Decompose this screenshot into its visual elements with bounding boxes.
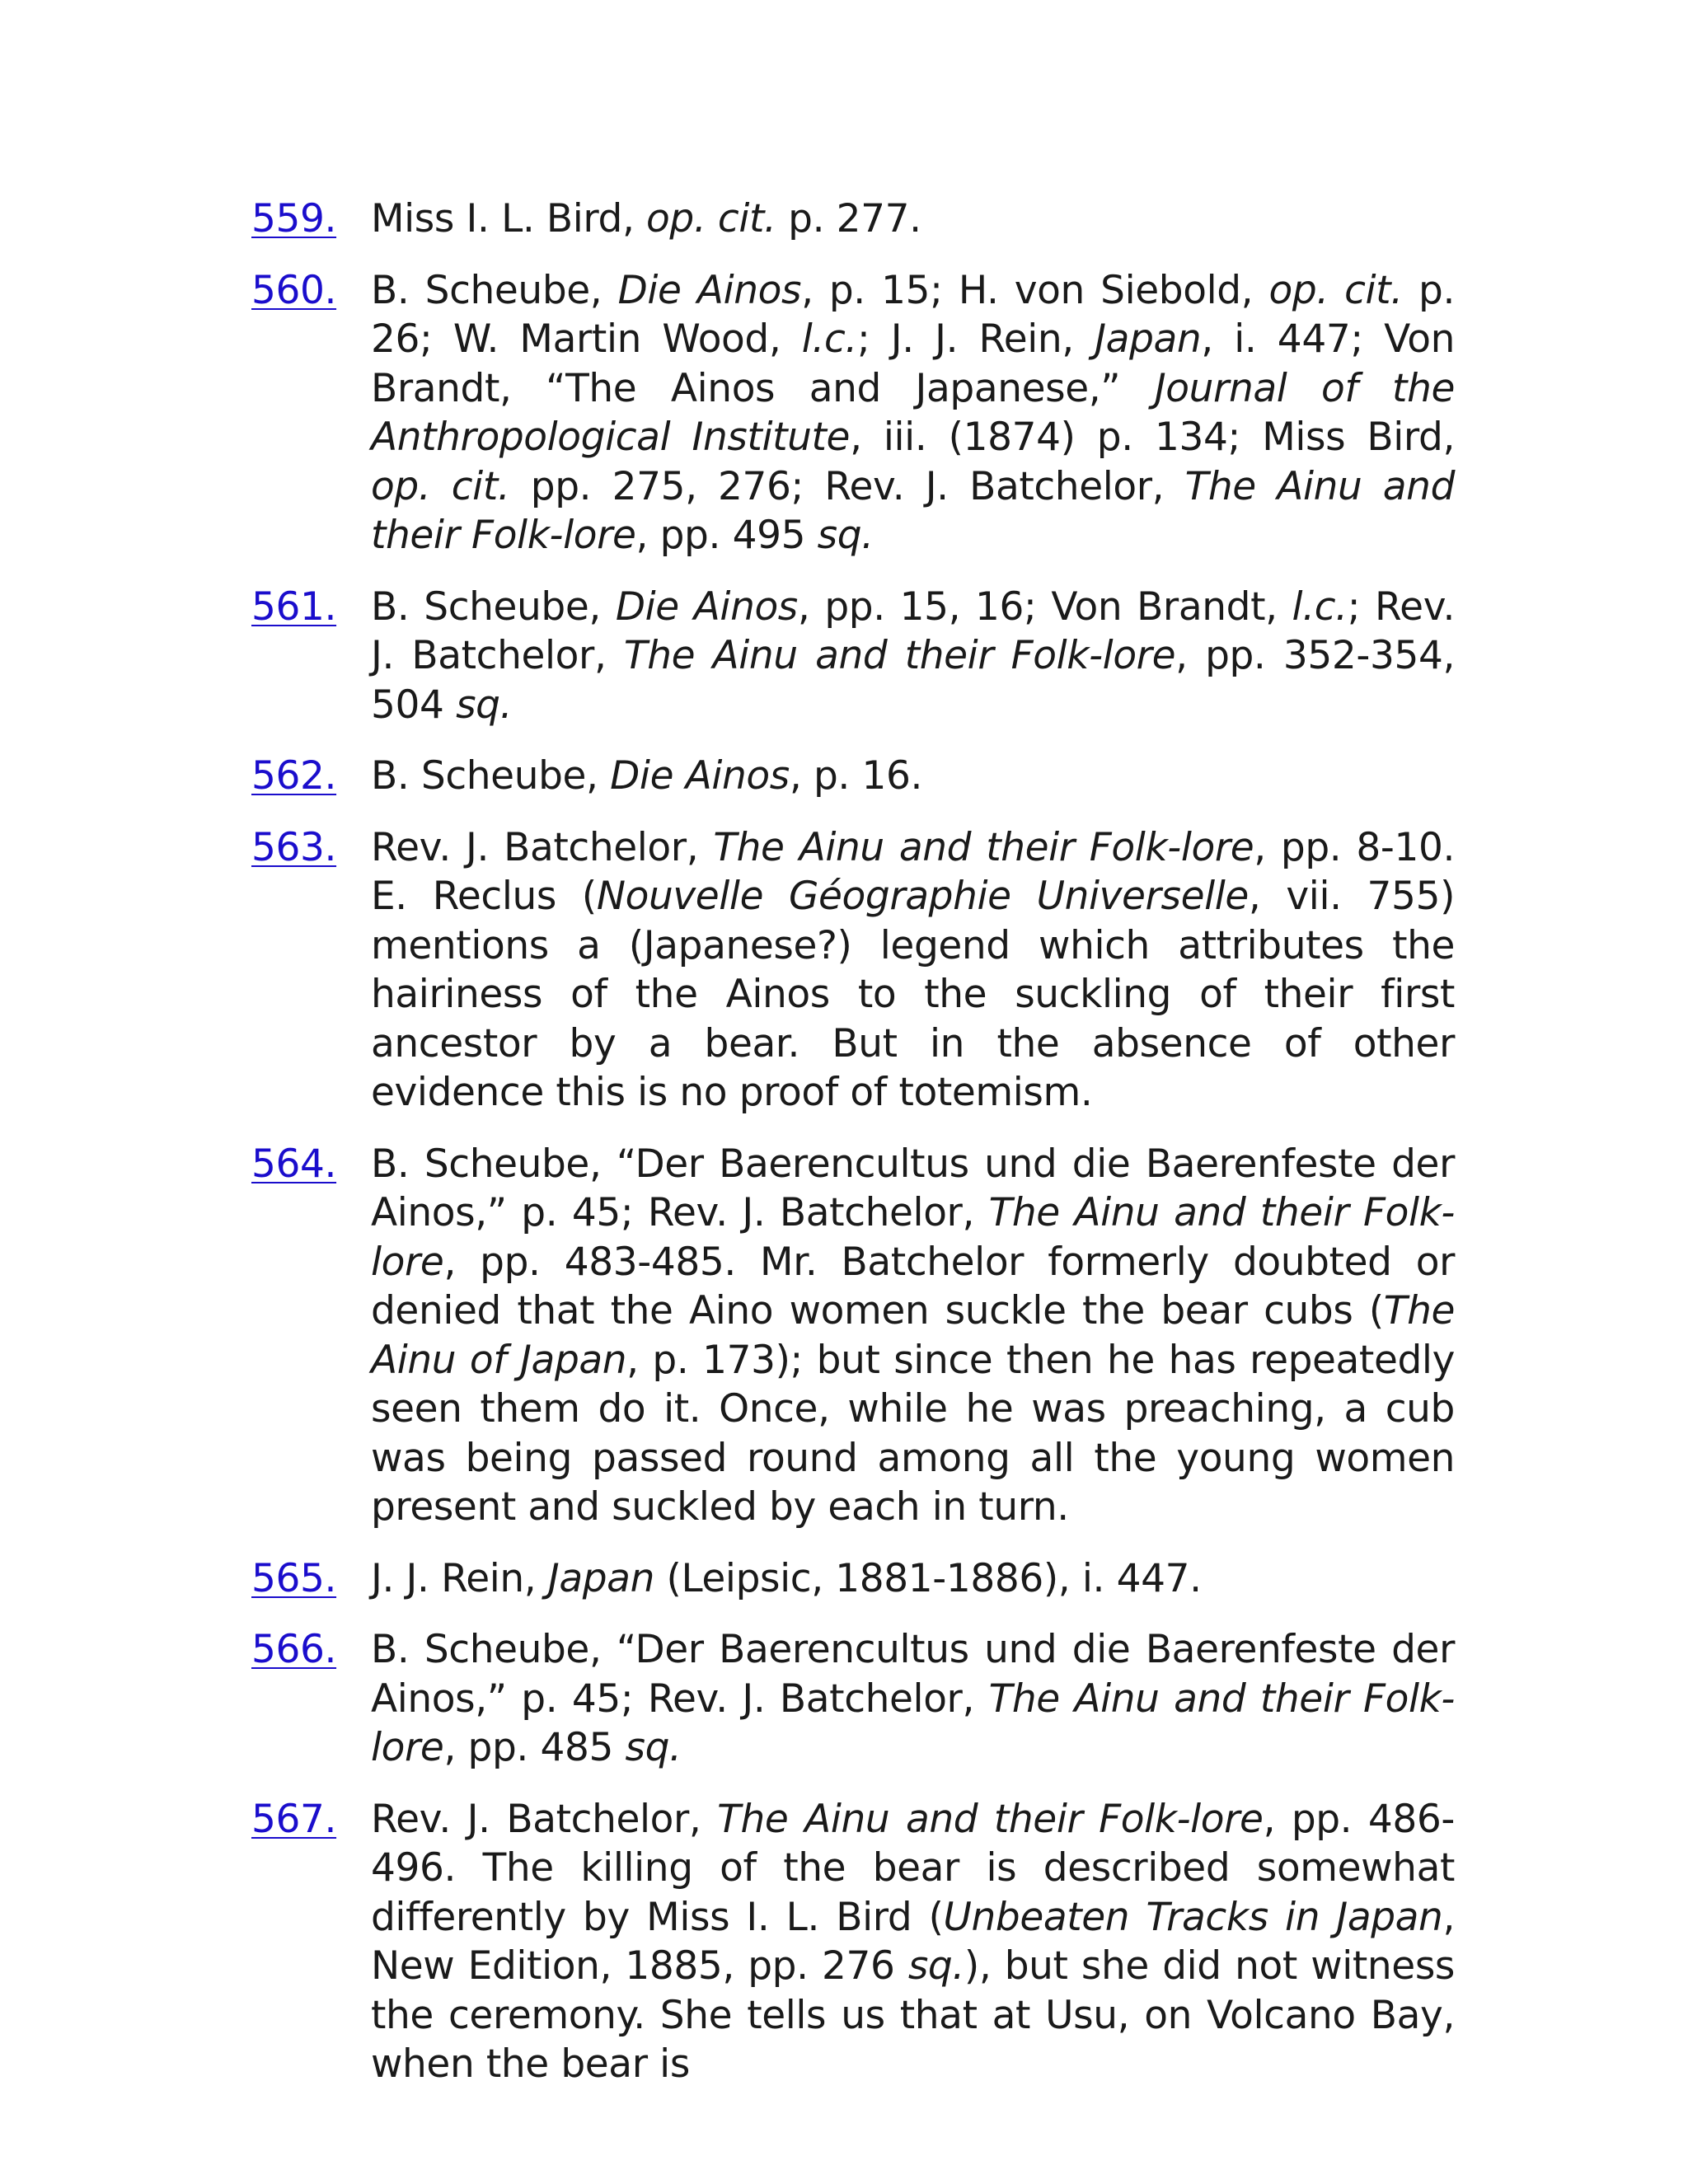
footnote-text: B. Scheube, “Der Baerencultus und die Baerenfeste der Ainos,” p. 45; Rev. J. Batchelor, The Ainu and their Folk-lore, pp. 485 sq. bbox=[371, 1627, 1455, 1770]
footnote-text: Miss I. L. Bird, op. cit. p. 277. bbox=[371, 196, 921, 241]
footnote bbox=[251, 583, 1455, 730]
footnote bbox=[251, 194, 1455, 244]
footnote-number-link[interactable]: 561. bbox=[251, 583, 337, 630]
footnotes-page bbox=[251, 194, 1455, 2111]
footnote bbox=[251, 823, 1455, 1118]
footnote-text: B. Scheube, Die Ainos, p. 15; H. von Siebold, op. cit. p. 26; W. Martin Wood, l.c.; J. J. Rein, Japan, i. 447; Von Brandt, “The Ainos and Japanese,” Journal of the Anthropological Institute, iii. (1874) p. 134; Miss Bird, op. cit. pp. 275, 276; Rev. J. Batchelor, The Ainu and their Folk-lore, pp. 495 sq. bbox=[371, 267, 1456, 558]
footnote-number-link[interactable]: 565. bbox=[251, 1555, 337, 1601]
footnote-text: Rev. J. Batchelor, The Ainu and their Folk-lore, pp. 8-10. E. Reclus (Nouvelle Géographie Universelle, vii. 755) mentions a (Japanese?) legend which attributes the hairiness of the Ainos to the suckling of their first ancestor by a bear. But in the absence of other evidence this is no proof of totemism. bbox=[371, 824, 1456, 1115]
footnote-number-link[interactable]: 563. bbox=[251, 824, 337, 870]
footnote-text: J. J. Rein, Japan (Leipsic, 1881-1886), i. 447. bbox=[371, 1555, 1202, 1601]
footnote-text: Rev. J. Batchelor, The Ainu and their Folk-lore, pp. 486-496. The killing of the bear is described somewhat differently by Miss I. L. Bird (Unbeaten Tracks in Japan, New Edition, 1885, pp. 276 sq.), but she did not witness the ceremony. She tells us that at Usu, on Volcano Bay, when the bear is bbox=[371, 1796, 1455, 2087]
footnote bbox=[251, 1554, 1455, 1604]
footnote-number-link[interactable]: 567. bbox=[251, 1796, 337, 1842]
footnote-number-link[interactable]: 566. bbox=[251, 1627, 337, 1672]
footnote-text: B. Scheube, Die Ainos, p. 16. bbox=[371, 753, 923, 799]
footnote-number-link[interactable]: 562. bbox=[251, 753, 337, 799]
footnote bbox=[251, 1795, 1455, 2089]
footnote bbox=[251, 1140, 1455, 1532]
footnote-number-link[interactable]: 564. bbox=[251, 1141, 337, 1187]
footnote-number-link[interactable]: 560. bbox=[251, 267, 337, 313]
footnote bbox=[251, 752, 1455, 801]
footnote bbox=[251, 266, 1455, 560]
footnote bbox=[251, 1625, 1455, 1773]
footnote-text: B. Scheube, Die Ainos, pp. 15, 16; Von Brandt, l.c.; Rev. J. Batchelor, The Ainu and their Folk-lore, pp. 352-354, 504 sq. bbox=[371, 583, 1455, 728]
footnote-text: B. Scheube, “Der Baerencultus und die Baerenfeste der Ainos,” p. 45; Rev. J. Batchelor, The Ainu and their Folk-lore, pp. 483-485. Mr. Batchelor formerly doubted or denied that the Aino women suckle the bear cubs (The Ainu of Japan, p. 173); but since then he has repeatedly seen them do it. Once, while he was preaching, a cub was being passed round among all the young women present and suckled by each in turn. bbox=[371, 1141, 1455, 1530]
footnote-number-link[interactable]: 559. bbox=[251, 196, 337, 241]
